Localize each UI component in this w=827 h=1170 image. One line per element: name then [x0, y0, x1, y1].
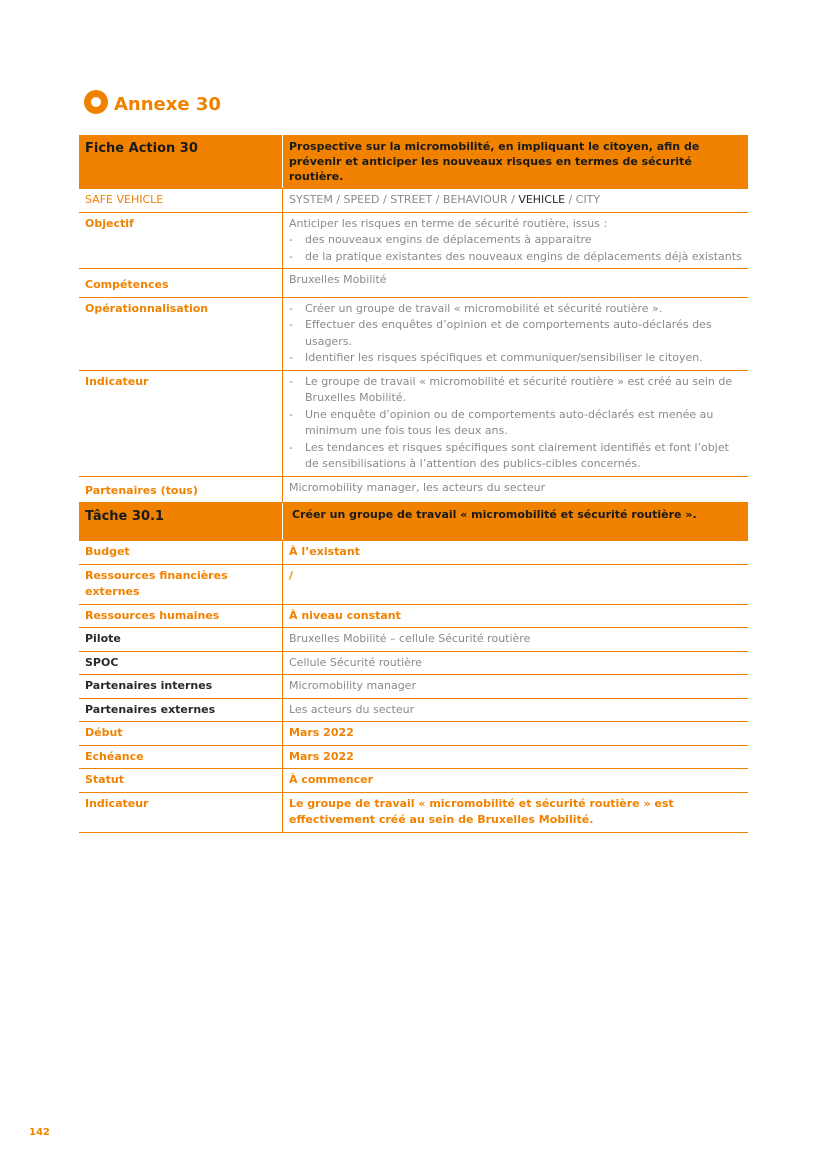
ressources-hum-row [79, 604, 748, 628]
safe-before: SYSTEM / SPEED / STREET / BEHAVIOUR / [289, 193, 519, 206]
safe-label: SAFE VEHICLE [79, 189, 283, 213]
indicateur-value [283, 370, 749, 476]
operationnalisation-value [283, 297, 749, 370]
indicateur-tache-value: Le groupe de travail « micromobilité et sécurité routière » est effectivement créé au sein de Bruxelles Mobilité. [283, 792, 749, 832]
part-ext-value: Les acteurs du secteur [283, 698, 749, 722]
list-item: - Le groupe de travail « micromobilité et sécurité routière » est créé au sein de Bruxelles Mobilité. [289, 374, 742, 407]
annex-heading [84, 88, 221, 115]
ressources-hum-label: Ressources humaines [79, 604, 283, 628]
page-title: Annexe 30 [114, 94, 221, 115]
header-row [79, 135, 748, 189]
indicateur-row [79, 370, 748, 476]
spoc-row [79, 651, 748, 675]
list-item: - Les tendances et risques spécifiques sont clairement identifiés et font l’objet de sensibilisations à l’attention des publics-cibles concernés. [289, 440, 742, 473]
safe-after: / CITY [565, 193, 601, 206]
list-item: - des nouveaux engins de déplacements à apparaitre [289, 232, 742, 249]
competences-value: Bruxelles Mobilité [283, 269, 749, 298]
ressources-fin-row [79, 564, 748, 604]
list-item: - Créer un groupe de travail « micromobilité et sécurité routière ». [289, 301, 742, 318]
partenaires-tous-row [79, 476, 748, 503]
part-ext-label: Partenaires externes [79, 698, 283, 722]
echeance-value: Mars 2022 [283, 745, 749, 769]
list-item: - Identifier les risques spécifiques et communiquer/sensibiliser le citoyen. [289, 350, 742, 367]
echeance-label: Echéance [79, 745, 283, 769]
list-item: - Effectuer des enquêtes d’opinion et de comportements auto-déclarés des usagers. [289, 317, 742, 350]
part-ext-row [79, 698, 748, 722]
objectif-value [283, 212, 749, 269]
safe-highlight: VEHICLE [518, 193, 566, 206]
header-label: Fiche Action 30 [79, 135, 283, 189]
safe-row [79, 189, 748, 213]
pilote-row [79, 628, 748, 652]
ressources-fin-label: Ressources financières externes [79, 564, 283, 604]
operationnalisation-row [79, 297, 748, 370]
budget-row [79, 541, 748, 565]
partenaires-tous-label: Partenaires (tous) [79, 476, 283, 503]
tache-row [79, 503, 748, 541]
list-item: - Une enquête d’opinion ou de comportements auto-déclarés est menée au minimum une fois tous les deux ans. [289, 407, 742, 440]
debut-row [79, 722, 748, 746]
indicateur-list [289, 374, 742, 473]
indicateur-tache-label: Indicateur [79, 792, 283, 832]
debut-label: Début [79, 722, 283, 746]
pilote-label: Pilote [79, 628, 283, 652]
safe-categories [283, 189, 749, 213]
competences-row [79, 269, 748, 298]
operationnalisation-list [289, 301, 742, 367]
tache-text: Créer un groupe de travail « micromobilité et sécurité routière ». [283, 503, 749, 541]
budget-value: À l’existant [283, 541, 749, 565]
echeance-row [79, 745, 748, 769]
tache-label: Tâche 30.1 [79, 503, 283, 541]
part-int-row [79, 675, 748, 699]
list-item: - de la pratique existantes des nouveaux engins de déplacements déjà existants [289, 249, 742, 266]
ressources-hum-value: À niveau constant [283, 604, 749, 628]
statut-label: Statut [79, 769, 283, 793]
spoc-value: Cellule Sécurité routière [283, 651, 749, 675]
operationnalisation-label: Opérationnalisation [79, 297, 283, 370]
debut-value: Mars 2022 [283, 722, 749, 746]
header-text: Prospective sur la micromobilité, en impliquant le citoyen, afin de prévenir et anticiper les nouveaux risques en termes de sécurité routière. [283, 135, 749, 189]
objectif-list [289, 232, 742, 265]
objectif-intro: Anticiper les risques en terme de sécurité routière, issus : [289, 216, 608, 230]
indicateur-label: Indicateur [79, 370, 283, 476]
statut-row [79, 769, 748, 793]
objectif-label: Objectif [79, 212, 283, 269]
ressources-fin-value: / [283, 564, 749, 604]
partenaires-tous-value: Micromobility manager, les acteurs du secteur [283, 476, 749, 503]
page-number: 142 [29, 1127, 50, 1138]
competences-label: Compétences [79, 269, 283, 298]
action-sheet-table [79, 135, 748, 833]
budget-label: Budget [79, 541, 283, 565]
part-int-label: Partenaires internes [79, 675, 283, 699]
statut-value: À commencer [283, 769, 749, 793]
indicateur-tache-row [79, 792, 748, 832]
objectif-row [79, 212, 748, 269]
circle-bullet-icon [84, 90, 108, 114]
spoc-label: SPOC [79, 651, 283, 675]
pilote-value: Bruxelles Mobilité – cellule Sécurité routière [283, 628, 749, 652]
part-int-value: Micromobility manager [283, 675, 749, 699]
